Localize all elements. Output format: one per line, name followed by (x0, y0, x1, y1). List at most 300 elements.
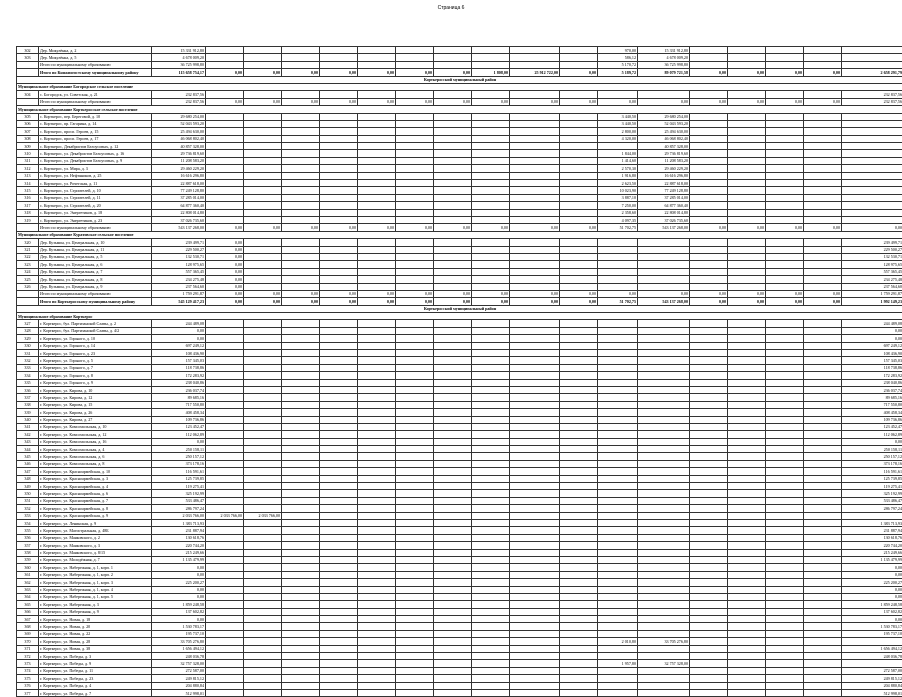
value-cell (206, 490, 244, 497)
value-cell (206, 623, 244, 630)
value-cell (396, 357, 434, 364)
value-cell: 29 460 229,20 (152, 165, 206, 172)
address-cell: Дер. Кузьмин, ул. Центральная, д. 6 (39, 261, 152, 268)
row-number: 323 (17, 261, 39, 268)
value-cell (804, 431, 842, 438)
value-cell (206, 608, 244, 615)
value-cell (766, 283, 804, 290)
value-cell (472, 423, 510, 430)
value-cell (244, 209, 282, 216)
value-cell: 0,00 (842, 593, 902, 600)
value-cell (206, 194, 244, 201)
address-cell: с. Корткерос, ул. Строителей, д. 20 (39, 202, 152, 209)
value-cell (282, 135, 320, 142)
value-cell (358, 564, 396, 571)
value-cell: 533 486,47 (152, 497, 206, 504)
value-cell (560, 638, 598, 645)
table-row (17, 542, 902, 549)
value-cell (510, 276, 560, 283)
value-cell (728, 268, 766, 275)
value-cell (804, 261, 842, 268)
value-cell (728, 379, 766, 386)
value-cell (510, 283, 560, 290)
value-cell (358, 483, 396, 490)
address-cell: г. Корткерос, ул. Комсомольская, д. 10 (39, 423, 152, 430)
value-cell (690, 157, 728, 164)
value-cell (282, 350, 320, 357)
value-cell: 0,00 (206, 298, 244, 305)
value-cell (282, 209, 320, 216)
value-cell (728, 423, 766, 430)
value-cell (472, 157, 510, 164)
value-cell (560, 379, 598, 386)
value-cell (472, 246, 510, 253)
value-cell (434, 571, 472, 578)
value-cell (396, 327, 434, 334)
value-cell (598, 682, 638, 689)
value-cell (690, 616, 728, 623)
value-cell: 0,00 (690, 69, 728, 76)
value-cell (510, 453, 560, 460)
value-cell: 0,00 (638, 98, 690, 105)
value-cell: 557 365,45 (152, 268, 206, 275)
value-cell (320, 638, 358, 645)
value-cell (244, 261, 282, 268)
value-cell (244, 460, 282, 467)
value-cell: 40 857 328,00 (152, 143, 206, 150)
value-cell (804, 172, 842, 179)
value-cell (358, 438, 396, 445)
value-cell (206, 202, 244, 209)
value-cell (728, 520, 766, 527)
value-cell: 4 678 009,20 (638, 54, 690, 61)
value-cell (396, 630, 434, 637)
value-cell (358, 113, 396, 120)
table-row (17, 453, 902, 460)
value-cell (560, 623, 598, 630)
value-cell (472, 209, 510, 216)
value-cell (598, 483, 638, 490)
value-cell (282, 431, 320, 438)
value-cell (728, 586, 766, 593)
value-cell (510, 512, 560, 519)
value-cell (244, 549, 282, 556)
value-cell (472, 386, 510, 393)
row-number: 347 (17, 468, 39, 475)
value-cell: 15 331 912,80 (638, 47, 690, 54)
value-cell (472, 401, 510, 408)
value-cell (244, 527, 282, 534)
value-cell (638, 475, 690, 482)
value-cell (804, 246, 842, 253)
value-cell (804, 54, 842, 61)
value-cell (358, 47, 396, 54)
value-cell (638, 630, 690, 637)
value-cell (766, 497, 804, 504)
value-cell (206, 616, 244, 623)
row-number: 363 (17, 586, 39, 593)
table-row (17, 327, 902, 334)
value-cell (510, 202, 560, 209)
value-cell (472, 438, 510, 445)
value-cell: 0,00 (510, 298, 560, 305)
value-cell (690, 483, 728, 490)
row-number: 303 (17, 54, 39, 61)
value-cell: 231 887,94 (842, 527, 902, 534)
value-cell (804, 335, 842, 342)
value-cell (434, 320, 472, 327)
value-cell (358, 586, 396, 593)
value-cell (282, 216, 320, 223)
value-cell (804, 379, 842, 386)
value-cell (598, 394, 638, 401)
value-cell (598, 364, 638, 371)
value-cell (728, 165, 766, 172)
value-cell: 1 859 248,58 (842, 601, 902, 608)
value-cell (510, 320, 560, 327)
value-cell: 3 440,50 (598, 120, 638, 127)
value-cell (472, 527, 510, 534)
value-cell (358, 128, 396, 135)
table-row (17, 335, 902, 342)
row-number: 340 (17, 416, 39, 423)
value-cell (282, 682, 320, 689)
value-cell (598, 327, 638, 334)
value-cell (638, 549, 690, 556)
value-cell: 0,00 (244, 298, 282, 305)
value-cell (560, 172, 598, 179)
value-cell (690, 246, 728, 253)
value-cell: 0,00 (560, 98, 598, 105)
value-cell (842, 135, 902, 142)
value-cell (842, 128, 902, 135)
address-cell: г. Корткерос, ул. Комсомольская, д. 6 (39, 453, 152, 460)
value-cell: 16 616 296,80 (152, 172, 206, 179)
value-cell (766, 401, 804, 408)
value-cell (766, 564, 804, 571)
value-cell (434, 157, 472, 164)
value-cell (320, 209, 358, 216)
value-cell (728, 372, 766, 379)
value-cell: 172 283,92 (152, 372, 206, 379)
address-cell: Дер. Кузьмин, ул. Центральная, д. 7 (39, 268, 152, 275)
value-cell: 0,00 (282, 224, 320, 231)
value-cell (472, 120, 510, 127)
value-cell (638, 438, 690, 445)
value-cell (244, 364, 282, 371)
value-cell (638, 608, 690, 615)
value-cell (560, 446, 598, 453)
value-cell (728, 209, 766, 216)
value-cell (320, 261, 358, 268)
value-cell (804, 616, 842, 623)
value-cell (638, 239, 690, 246)
value-cell (206, 601, 244, 608)
value-cell (244, 483, 282, 490)
row-number: 318 (17, 209, 39, 216)
row-number: 305 (17, 113, 39, 120)
value-cell (804, 423, 842, 430)
table-row (17, 246, 902, 253)
value-cell (638, 246, 690, 253)
value-cell (766, 202, 804, 209)
value-cell: 109 736,86 (152, 416, 206, 423)
value-cell (396, 194, 434, 201)
value-cell (842, 209, 902, 216)
value-cell: 2 623,50 (598, 180, 638, 187)
address-cell: г. Корткерос, ул. Красноармейская, д. 6 (39, 490, 152, 497)
value-cell (728, 460, 766, 467)
value-cell (434, 372, 472, 379)
value-cell (690, 372, 728, 379)
value-cell (396, 253, 434, 260)
value-cell (206, 593, 244, 600)
value-cell (434, 675, 472, 682)
value-cell (728, 675, 766, 682)
value-cell (320, 586, 358, 593)
value-cell (358, 401, 396, 408)
value-cell (320, 416, 358, 423)
value-cell (690, 689, 728, 696)
value-cell: 0,00 (434, 298, 472, 305)
value-cell (358, 216, 396, 223)
value-cell (510, 638, 560, 645)
value-cell (320, 357, 358, 364)
value-cell (510, 187, 560, 194)
value-cell (358, 180, 396, 187)
value-cell (766, 172, 804, 179)
value-cell (638, 283, 690, 290)
value-cell (804, 689, 842, 696)
value-cell (434, 438, 472, 445)
value-cell (510, 61, 560, 68)
value-cell: 130 618,76 (842, 534, 902, 541)
value-cell: 2 570,30 (598, 165, 638, 172)
value-cell (560, 490, 598, 497)
value-cell (510, 527, 560, 534)
value-cell (766, 505, 804, 512)
table-row (17, 468, 902, 475)
value-cell (690, 475, 728, 482)
value-cell (728, 91, 766, 98)
value-cell (560, 556, 598, 563)
value-cell (766, 239, 804, 246)
table-row (17, 91, 902, 98)
value-cell (206, 150, 244, 157)
value-cell (638, 431, 690, 438)
row-number (17, 98, 39, 105)
address-cell: г. Корткерос, ул. Комсомольская, д. 16 (39, 438, 152, 445)
value-cell (434, 453, 472, 460)
value-cell (244, 534, 282, 541)
value-cell (690, 520, 728, 527)
value-cell (434, 172, 472, 179)
value-cell (320, 157, 358, 164)
value-cell (690, 468, 728, 475)
value-cell: 0,00 (396, 298, 434, 305)
value-cell: 250 157,12 (842, 453, 902, 460)
value-cell (598, 379, 638, 386)
value-cell (472, 505, 510, 512)
address-cell: г. Корткерос, ул. Победы, д. 7 (39, 689, 152, 696)
value-cell (282, 667, 320, 674)
value-cell (434, 638, 472, 645)
value-cell (560, 645, 598, 652)
value-cell (560, 682, 598, 689)
value-cell (560, 150, 598, 157)
value-cell (510, 682, 560, 689)
value-cell (244, 268, 282, 275)
value-cell: 1 759 291,87 (842, 290, 902, 297)
row-number: 361 (17, 571, 39, 578)
value-cell: 0,00 (358, 224, 396, 231)
value-cell (320, 512, 358, 519)
value-cell (560, 593, 598, 600)
value-cell (560, 61, 598, 68)
table-row (17, 556, 902, 563)
table-row (17, 601, 902, 608)
table-row (17, 290, 902, 297)
row-number: 373 (17, 660, 39, 667)
row-number: 344 (17, 446, 39, 453)
value-cell (804, 165, 842, 172)
table-row (17, 586, 902, 593)
value-cell: 272 587,00 (152, 667, 206, 674)
value-cell (472, 372, 510, 379)
value-cell: 0,00 (690, 290, 728, 297)
value-cell: 0,00 (358, 98, 396, 105)
value-cell (244, 497, 282, 504)
value-cell (560, 342, 598, 349)
address-cell: Итого по муниципальному образованию (39, 224, 152, 231)
value-cell (728, 446, 766, 453)
value-cell (560, 335, 598, 342)
value-cell (244, 586, 282, 593)
value-cell (320, 556, 358, 563)
value-cell (804, 623, 842, 630)
value-cell (320, 675, 358, 682)
value-cell (598, 653, 638, 660)
table-row (17, 460, 902, 467)
value-cell (320, 350, 358, 357)
value-cell (510, 268, 560, 275)
value-cell (804, 120, 842, 127)
value-cell (510, 253, 560, 260)
value-cell (728, 113, 766, 120)
value-cell (320, 276, 358, 283)
value-cell (804, 394, 842, 401)
value-cell (728, 490, 766, 497)
value-cell (206, 653, 244, 660)
value-cell (560, 564, 598, 571)
value-cell (804, 401, 842, 408)
value-cell (598, 416, 638, 423)
value-cell (598, 239, 638, 246)
value-cell (598, 520, 638, 527)
address-cell: Итого по Корткеросскому муниципальному району (39, 298, 152, 305)
value-cell: 119 275,41 (842, 483, 902, 490)
value-cell (804, 364, 842, 371)
row-number: 365 (17, 601, 39, 608)
value-cell: 89 079 721,58 (638, 69, 690, 76)
value-cell (728, 497, 766, 504)
value-cell (244, 350, 282, 357)
value-cell (320, 61, 358, 68)
value-cell: 325 192,99 (842, 490, 902, 497)
value-cell (282, 689, 320, 696)
value-cell: 250 158,11 (842, 446, 902, 453)
value-cell: 4 320,00 (598, 135, 638, 142)
value-cell (206, 675, 244, 682)
value-cell (690, 165, 728, 172)
value-cell (434, 468, 472, 475)
value-cell (804, 128, 842, 135)
value-cell (510, 660, 560, 667)
value-cell (638, 520, 690, 527)
value-cell: 0,00 (434, 69, 472, 76)
value-cell (396, 682, 434, 689)
value-cell (206, 586, 244, 593)
value-cell (434, 689, 472, 696)
value-cell (728, 593, 766, 600)
value-cell (560, 630, 598, 637)
row-number: 368 (17, 623, 39, 630)
value-cell (728, 401, 766, 408)
value-cell (320, 327, 358, 334)
value-cell: 0,00 (206, 268, 244, 275)
value-cell (598, 601, 638, 608)
value-cell (766, 143, 804, 150)
address-cell: с. Корткерос, ул. Строителей, д. 11 (39, 194, 152, 201)
value-cell (690, 645, 728, 652)
address-cell: г. Корткерос, ул. Горького, д. 23 (39, 350, 152, 357)
address-cell: г. Корткерос, ул. Маяковского, д. 3 (39, 542, 152, 549)
value-cell: 89 685,16 (842, 394, 902, 401)
value-cell (510, 327, 560, 334)
address-cell: Дер. Кузьмин, ул. Центральная, д. 11 (39, 246, 152, 253)
value-cell (358, 579, 396, 586)
value-cell (560, 689, 598, 696)
value-cell (766, 409, 804, 416)
value-cell (804, 497, 842, 504)
value-cell (320, 128, 358, 135)
value-cell: 0,00 (320, 290, 358, 297)
value-cell (206, 416, 244, 423)
value-cell: 0,00 (244, 69, 282, 76)
row-number: 321 (17, 246, 39, 253)
row-number: 353 (17, 512, 39, 519)
value-cell (434, 534, 472, 541)
value-cell (804, 460, 842, 467)
value-cell (282, 364, 320, 371)
table-row (17, 276, 902, 283)
district-total-row (17, 298, 902, 305)
table-row (17, 675, 902, 682)
value-cell (396, 150, 434, 157)
value-cell (766, 194, 804, 201)
table-row (17, 645, 902, 652)
value-cell (282, 542, 320, 549)
value-cell (690, 386, 728, 393)
value-cell (690, 357, 728, 364)
value-cell: 40 857 328,00 (638, 143, 690, 150)
value-cell (206, 468, 244, 475)
value-cell (842, 180, 902, 187)
value-cell (396, 542, 434, 549)
row-number: 306 (17, 120, 39, 127)
value-cell (282, 268, 320, 275)
value-cell (434, 401, 472, 408)
